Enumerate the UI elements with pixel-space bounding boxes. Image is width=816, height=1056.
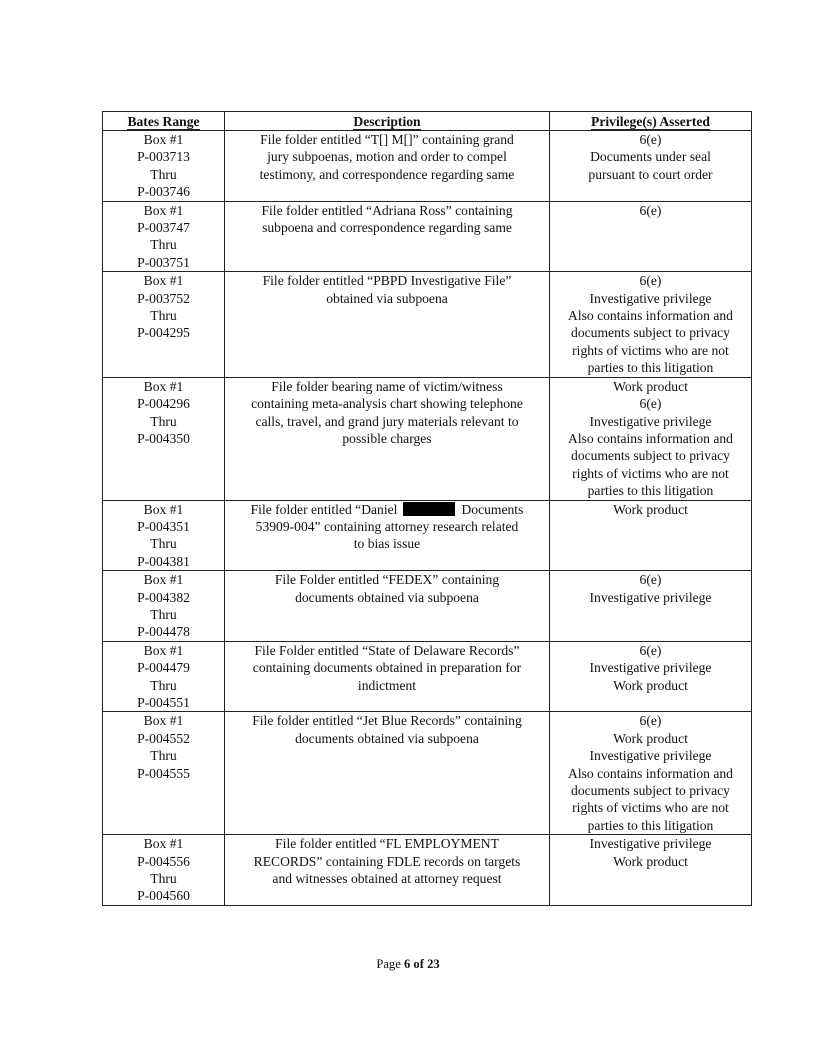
bates-line: Box #1 (143, 132, 184, 147)
description-line: File folder bearing name of victim/witness (271, 378, 503, 394)
redaction-block (403, 502, 455, 516)
privilege-line: Investigative privilege (589, 748, 712, 764)
bates-line: Box #1 (143, 501, 184, 517)
description-cell (225, 835, 550, 906)
bates-line: Box #1 (143, 378, 184, 394)
description-cell (225, 272, 550, 377)
privileges-cell (550, 377, 752, 500)
privilege-line: Work product (613, 853, 688, 869)
description-line: File folder entitled “PBPD Investigative File” (262, 273, 512, 289)
privilege-line: parties to this litigation (587, 483, 714, 499)
bates-line: P-004381 (137, 553, 190, 569)
privilege-line: Documents under seal (590, 149, 711, 165)
privilege-line: 6(e) (639, 273, 662, 289)
bates-line: P-003713 (137, 149, 190, 165)
privilege-line: Also contains information and (568, 765, 733, 781)
bates-line: P-004296 (137, 396, 190, 412)
bates-line: P-004551 (137, 695, 190, 710)
bates-line: Thru (150, 166, 177, 182)
privilege-log-table (102, 111, 752, 906)
bates-line: P-004350 (137, 430, 190, 446)
bates-range-cell (103, 571, 225, 642)
privilege-line: 6(e) (639, 713, 662, 729)
privileges-cell (550, 500, 752, 571)
privilege-line: Investigative privilege (589, 413, 712, 429)
bates-line: P-003751 (137, 254, 190, 270)
description-cell (225, 571, 550, 642)
privilege-line: Work product (613, 378, 688, 394)
privilege-line: 6(e) (639, 396, 662, 412)
bates-line: P-004552 (137, 730, 190, 746)
privilege-line: Also contains information and (568, 430, 733, 446)
privileges-cell (550, 712, 752, 835)
bates-line: P-003747 (137, 220, 190, 236)
header-description: Description (225, 112, 550, 131)
description-line: containing meta-analysis chart showing telephone (251, 396, 523, 412)
table-row (103, 500, 752, 571)
table-row (103, 272, 752, 377)
bates-line: Thru (150, 748, 177, 764)
bates-line: Thru (150, 237, 177, 253)
page-number: Page 6 of 23 (376, 957, 440, 971)
bates-line: P-004479 (137, 660, 190, 676)
description-line: subpoena and correspondence regarding same (262, 220, 512, 236)
bates-line: P-004555 (137, 765, 190, 781)
bates-line: P-003746 (137, 184, 190, 200)
privileges-cell (550, 131, 752, 202)
privilege-line: parties to this litigation (587, 817, 714, 833)
privilege-line: parties to this litigation (587, 360, 714, 376)
bates-line: Thru (150, 677, 177, 693)
bates-line: Box #1 (143, 836, 184, 852)
privileges-cell (550, 835, 752, 906)
table-row (103, 835, 752, 906)
bates-line: P-004556 (137, 853, 190, 869)
bates-line: Box #1 (143, 642, 184, 658)
bates-line: Box #1 (143, 713, 184, 729)
privilege-line: rights of victims who are not (572, 800, 729, 816)
description-cell (225, 641, 550, 712)
bates-line: Thru (150, 871, 177, 887)
bates-line: Thru (150, 536, 177, 552)
description-line: File folder entitled “T[] M[]” containing grand (260, 132, 514, 147)
bates-range-cell (103, 131, 225, 202)
bates-range-cell (103, 641, 225, 712)
bates-range-cell (103, 201, 225, 272)
description-cell (225, 712, 550, 835)
description-line: jury subpoenas, motion and order to compel (267, 149, 507, 165)
privileges-cell (550, 641, 752, 712)
description-line: calls, travel, and grand jury materials relevant to (255, 413, 519, 429)
bates-line: Thru (150, 413, 177, 429)
privilege-line: documents subject to privacy (571, 325, 730, 341)
description-line: 53909-004” containing attorney research related (255, 518, 519, 534)
privilege-line: Investigative privilege (589, 836, 712, 852)
privileges-cell (550, 201, 752, 272)
description-line: obtained via subpoena (326, 290, 448, 306)
privilege-line: documents subject to privacy (571, 783, 730, 799)
privileges-cell (550, 272, 752, 377)
privilege-line: rights of victims who are not (572, 465, 729, 481)
description-line: to bias issue (353, 536, 421, 552)
bates-range-cell (103, 712, 225, 835)
table-row (103, 131, 752, 202)
privilege-line: 6(e) (639, 132, 662, 147)
description-text: Documents (461, 501, 524, 517)
description-cell (225, 377, 550, 500)
privilege-line: pursuant to court order (588, 166, 713, 182)
description-line: indictment (357, 677, 417, 693)
description-line: documents obtained via subpoena (295, 730, 479, 746)
bates-line: P-004382 (137, 589, 190, 605)
description-cell (225, 500, 550, 571)
description-cell (225, 131, 550, 202)
description-text: File folder entitled “Daniel (250, 501, 398, 517)
privilege-line: 6(e) (639, 642, 662, 658)
description-line: File folder entitled “Jet Blue Records” containing (252, 713, 522, 729)
bates-range-cell (103, 835, 225, 906)
table-row (103, 377, 752, 500)
bates-line: P-004560 (137, 888, 190, 904)
privilege-line: 6(e) (639, 202, 662, 218)
privilege-line: rights of victims who are not (572, 342, 729, 358)
description-line: documents obtained via subpoena (295, 589, 479, 605)
description-line: File Folder entitled “FEDEX” containing (274, 572, 500, 588)
bates-line: P-003752 (137, 290, 190, 306)
table-body (103, 131, 752, 906)
description-line: testimony, and correspondence regarding same (259, 166, 515, 182)
privilege-line: Work product (613, 501, 688, 517)
table-row (103, 712, 752, 835)
privilege-line: Work product (613, 677, 688, 693)
header-bates-range: Bates Range (103, 112, 225, 131)
description-line: RECORDS” containing FDLE records on targets (253, 853, 521, 869)
table-row (103, 571, 752, 642)
description-cell (225, 201, 550, 272)
bates-line: Thru (150, 308, 177, 324)
bates-range-cell (103, 377, 225, 500)
table-header-row (103, 112, 752, 131)
table-row (103, 201, 752, 272)
bates-line: P-004295 (137, 325, 190, 341)
privilege-line: Work product (613, 730, 688, 746)
privilege-line: Investigative privilege (589, 589, 712, 605)
bates-line: P-004478 (137, 624, 190, 640)
description-line: File folder entitled “Adriana Ross” containing (261, 202, 513, 218)
bates-line: Box #1 (143, 273, 184, 289)
description-line: File folder entitled “FL EMPLOYMENT (275, 836, 499, 852)
privilege-line: Investigative privilege (589, 660, 712, 676)
description-line: and witnesses obtained at attorney request (272, 871, 502, 887)
description-line: possible charges (342, 430, 432, 446)
bates-line: Box #1 (143, 572, 184, 588)
privilege-line: Investigative privilege (589, 290, 712, 306)
privilege-line: Also contains information and (568, 308, 733, 324)
bates-line: Box #1 (143, 202, 184, 218)
description-line: File Folder entitled “State of Delaware Records” (254, 642, 520, 658)
privilege-line: documents subject to privacy (571, 448, 730, 464)
bates-line: P-004351 (137, 518, 190, 534)
bates-range-cell (103, 500, 225, 571)
description-line (227, 501, 547, 518)
privilege-line: 6(e) (639, 572, 662, 588)
privileges-cell (550, 571, 752, 642)
description-line: containing documents obtained in preparation for (252, 660, 522, 676)
header-privileges: Privilege(s) Asserted (550, 112, 752, 131)
bates-range-cell (103, 272, 225, 377)
table-row (103, 641, 752, 712)
bates-line: Thru (150, 606, 177, 622)
